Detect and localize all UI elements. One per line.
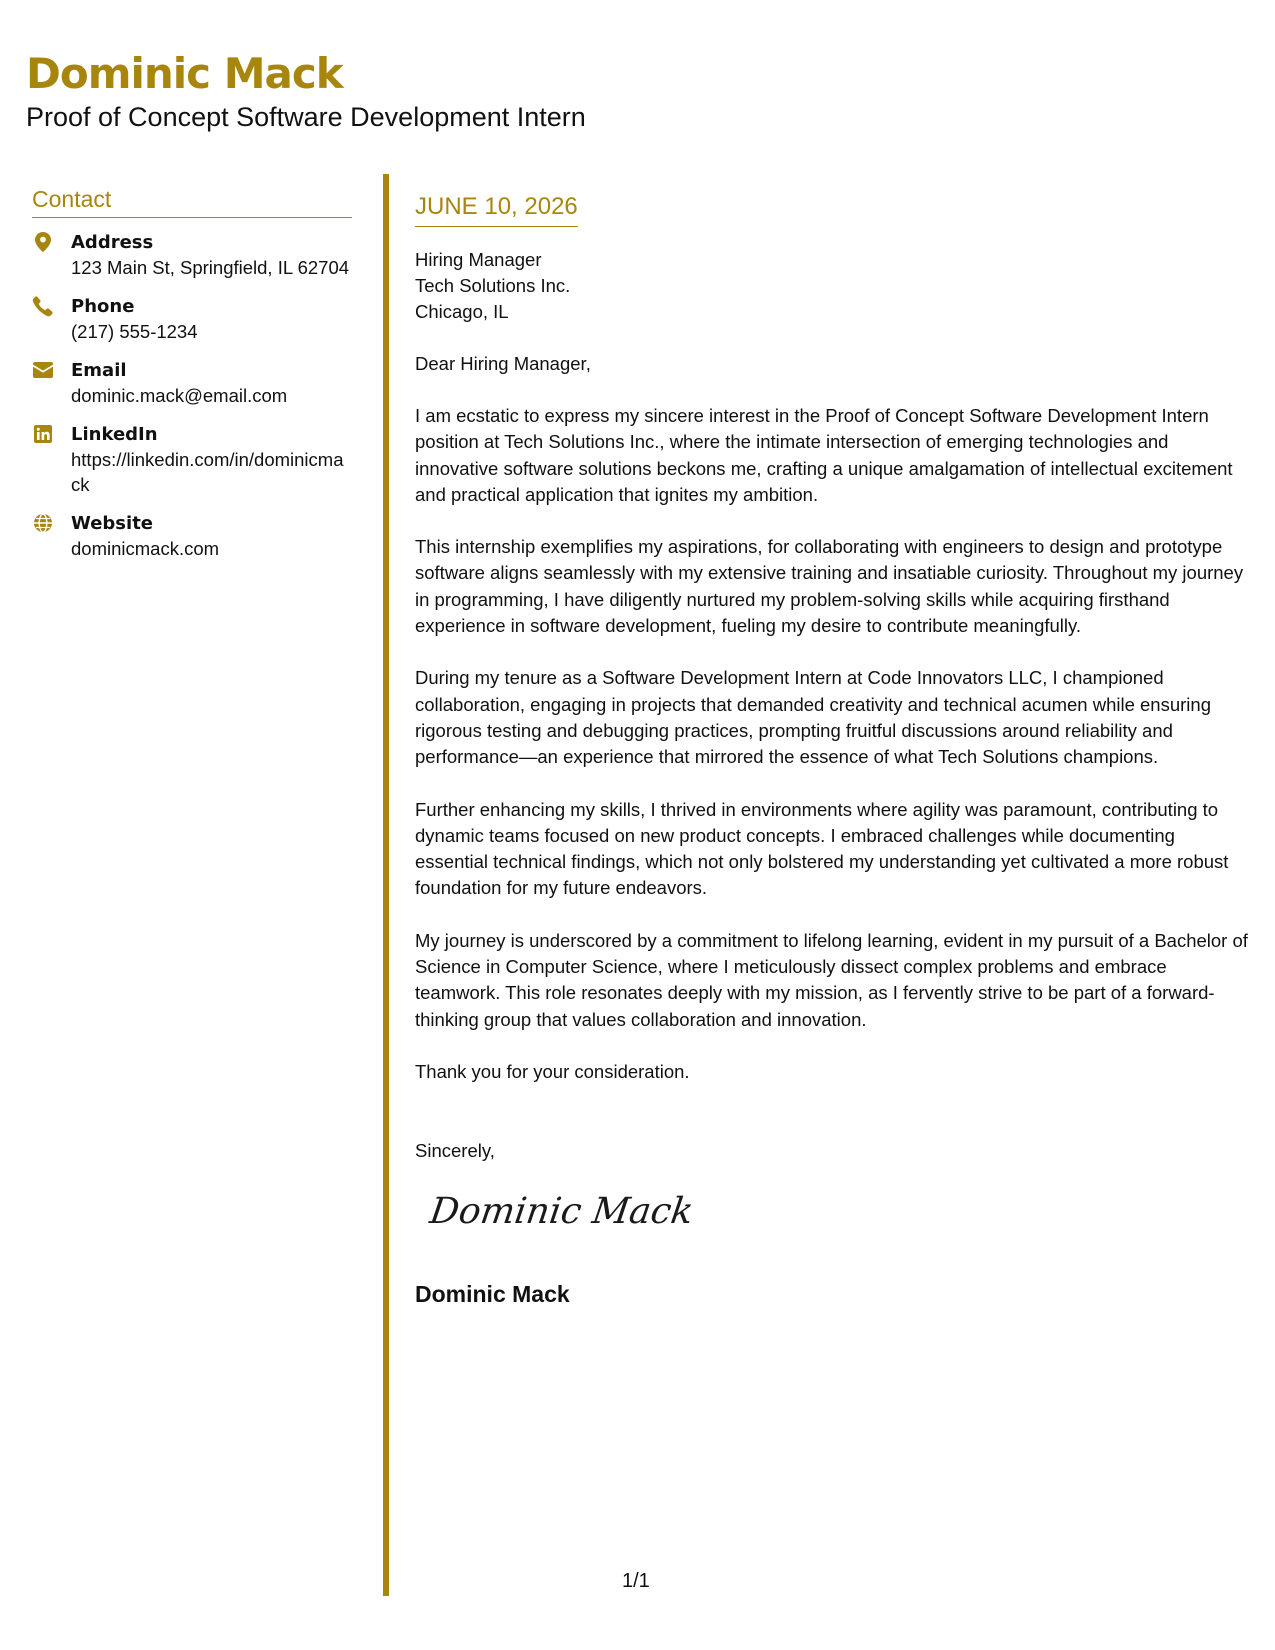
job-title: Proof of Concept Software Development Intern — [26, 102, 586, 132]
contact-value-email: dominic.mack@email.com — [71, 385, 288, 406]
signature-image — [427, 1178, 697, 1248]
contact-item-website — [32, 511, 352, 561]
body-paragraph: Further enhancing my skills, I thrived in environments where agility was paramount, contributing to dynamic teams focused on new product concepts. I embraced challenges while documenting essential technical findings, which not only bolstered my understanding yet cultivated a more robust foundation for my future endeavors. — [415, 798, 1229, 899]
letter-date: JUNE 10, 2026 — [415, 190, 578, 227]
recipient-line: Chicago, IL — [415, 301, 509, 322]
envelope-icon — [32, 359, 54, 381]
contact-item-email — [32, 358, 352, 408]
phone-icon — [32, 295, 54, 317]
contact-label-email: Email — [71, 360, 127, 381]
recipient-block — [415, 247, 1250, 325]
contact-label-website: Website — [71, 513, 154, 534]
body-paragraph: During my tenure as a Software Development Intern at Code Innovators LLC, I championed collaboration, engaging in projects that demanded creativity and technical acumen while ensuring rigorous testing and debugging practices, prompting fruitful discussions around reliability and performance—an experience that mirrored the essence of what Tech Solutions champions. — [415, 667, 1211, 768]
contact-label-phone: Phone — [71, 296, 135, 317]
body-paragraph: I am ecstatic to express my sincere interest in the Proof of Concept Software Development Intern position at Tech Solutions Inc., where the intimate intersection of emerging technologies and innovative software solutions beckons me, crafting a unique amalgamation of intellectual excitement and practical application that ignites my ambition. — [415, 405, 1233, 505]
contact-sidebar — [32, 186, 352, 575]
recipient-line: Tech Solutions Inc. — [415, 275, 571, 296]
contact-value-website: dominicmack.com — [71, 538, 220, 559]
letter-body — [415, 190, 1250, 1309]
applicant-name: Dominic Mack — [26, 49, 343, 98]
contact-heading: Contact — [32, 186, 352, 218]
contact-label-address: Address — [71, 232, 154, 253]
map-pin-icon — [32, 231, 54, 253]
body-paragraph: My journey is underscored by a commitment to lifelong learning, evident in my pursuit of a Bachelor of Science in Computer Science, where I meticulously dissect complex problems and embrace teamwork. This role resonates deeply with my mission, as I fervently strive to be part of a forward-thinking group that values collaboration and innovation. — [415, 929, 1248, 1030]
letter-header — [26, 48, 586, 134]
thank-you-line: Thank you for your consideration. — [415, 1060, 690, 1082]
contact-value-linkedin: https://linkedin.com/in/dominicmack — [71, 449, 344, 495]
contact-value-address: 123 Main St, Springfield, IL 62704 — [71, 257, 350, 278]
signer-name: Dominic Mack — [415, 1281, 570, 1308]
closing: Sincerely, — [415, 1140, 495, 1162]
contact-value-phone: (217) 555-1234 — [71, 321, 198, 342]
contact-item-phone — [32, 294, 352, 344]
salutation: Dear Hiring Manager, — [415, 353, 591, 374]
globe-icon — [32, 512, 54, 534]
svg-text:Dominic Mack: Dominic Mack — [427, 1189, 697, 1233]
linkedin-icon — [32, 423, 54, 445]
page-number: 1/1 — [622, 1570, 650, 1592]
body-paragraph: This internship exemplifies my aspirations, for collaborating with engineers to design and prototype software aligns seamlessly with my extensive training and insatiable curiosity. Throughout my journey in programming, I have diligently nurtured my problem-solving skills while acquiring firsthand experience in software development, fueling my desire to contribute meaningfully. — [415, 536, 1244, 637]
contact-label-linkedin: LinkedIn — [71, 424, 158, 445]
recipient-line: Hiring Manager — [415, 249, 542, 270]
contact-item-linkedin — [32, 422, 352, 497]
accent-divider — [383, 174, 389, 1596]
contact-item-address — [32, 230, 352, 280]
